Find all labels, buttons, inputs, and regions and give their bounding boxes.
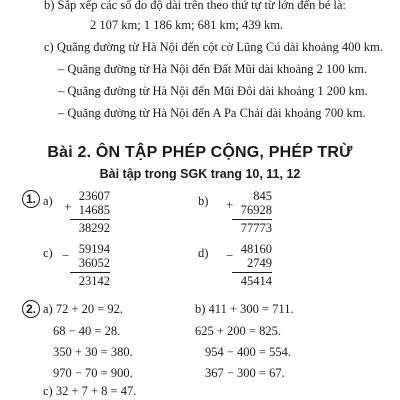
ex1-b-result: 77773 [240,221,272,235]
ex2-right-3: 954 − 400 = 554. [205,345,291,359]
lesson-title: Bài 2. ÔN TẬP PHÉP CỘNG, PHÉP TRỪ [47,144,353,161]
ex1-d-top: 48160 [240,242,272,256]
ex1-a-operator: + [64,199,72,214]
ex1-c-operator: − [62,248,70,263]
ex1-d-bottom: 2749 [247,256,272,270]
ex2-right-2: 625 + 200 = 825. [195,324,281,338]
ex2-right-1: b) 411 + 300 = 711. [195,302,294,316]
ex2-left-4: 970 − 70 = 900. [53,366,133,380]
ex1-b-operator: + [226,197,234,212]
ex1-d-rule [232,272,272,273]
ex2-left-1: a) 72 + 20 = 92. [43,302,124,316]
ex2-right-4: 367 − 300 = 67. [205,366,285,380]
ex1-c-bottom: 36052 [78,256,110,270]
ex1-b-bottom: 76928 [240,203,272,217]
ex1-a-label: a) [43,194,53,208]
part-c-intro: c) Quãng đường từ Hà Nội đến cột cờ Lũng Cú dài khoảng 400 km. [44,40,383,54]
ex2-left-3: 350 + 30 = 380. [53,345,133,359]
ex1-d-result: 45414 [240,274,272,288]
ex1-d-label: d) [198,246,209,260]
ex1-c-result: 23142 [78,274,110,288]
ex1-c-calculation [62,242,110,293]
ex2-left-2: 68 − 40 = 28. [53,324,121,338]
ex1-c-top: 59194 [78,242,110,256]
ex1-a-calculation [64,189,110,240]
exercise-2-badge: 2. [22,300,40,318]
part-b-sequence: 2 107 km; 1 186 km; 681 km; 439 km. [90,18,284,32]
part-c-line-2: – Quãng đường từ Hà Nội đến Mũi Đôi dài khoảng 1 200 km. [58,84,368,98]
ex1-a-bottom: 14685 [78,203,110,217]
ex1-d-calculation [226,242,272,293]
part-c-line-1: – Quãng đường từ Hà Nội đến Đất Mũi dài khoảng 2 100 km. [58,62,368,76]
lesson-subtitle: Bài tập trong SGK trang 10, 11, 12 [99,167,301,181]
ex2-left-5: c) 32 + 7 + 8 = 47. [43,384,137,398]
ex1-b-label: b) [198,194,209,208]
ex1-a-result: 38292 [78,221,110,235]
ex1-c-label: c) [43,246,53,260]
part-c-line-3: – Quãng đường từ Hà Nội đến A Pa Chải dài khoảng 700 km. [58,106,366,120]
ex1-d-operator: − [226,248,234,263]
ex1-a-top: 23607 [78,189,110,203]
ex1-a-rule [70,219,110,220]
ex1-b-calculation [226,189,272,240]
ex1-b-rule [232,219,272,220]
exercise-1-badge: 1. [22,190,40,208]
ex1-c-rule [70,272,110,273]
ex1-b-top: 845 [253,189,272,203]
part-b-intro: b) Sắp xếp các số đo độ dài trên theo thứ tự từ lớn đến bé là: [44,0,346,12]
